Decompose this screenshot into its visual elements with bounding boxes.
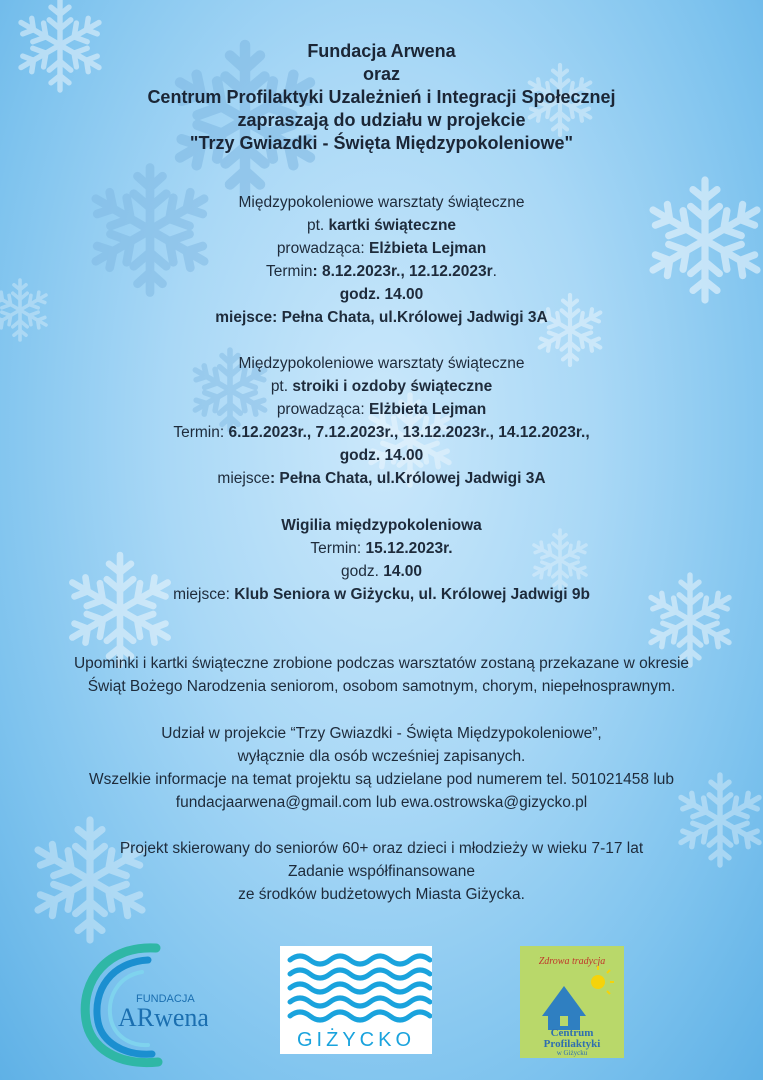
contact-emails: fundacjaarwena@gmail.com lub ewa.ostrowska@gizycko.pl: [175, 794, 588, 811]
centrum-line2: Profilaktyki: [543, 1038, 601, 1050]
workshop-1-place: [0, 306, 763, 329]
label: Termin:: [173, 424, 229, 441]
label: Termin: [266, 263, 313, 280]
workshop-2-title: Międzypokoleniowe warsztaty świąteczne: [238, 355, 525, 372]
vigil: [0, 514, 763, 606]
label: Termin:: [310, 540, 366, 557]
sun-icon: [591, 975, 605, 989]
label: prowadząca:: [276, 401, 370, 418]
text-line: ze środków budżetowych Miasta Giżycka.: [238, 886, 525, 903]
value: godz. 14.00: [339, 447, 424, 464]
header-conjunction: oraz: [362, 64, 400, 84]
text-line: Wszelkie informacje na temat projektu są udzielane pod numerem tel. 501021458 lub: [88, 771, 675, 788]
gifts-paragraph: [0, 652, 763, 698]
text-line: Zadanie współfinansowane: [288, 863, 475, 880]
value: : 8.12.2023r., 12.12.2023r: [312, 263, 493, 280]
value: godz. 14.00: [339, 286, 424, 303]
arwena-logo: [78, 940, 208, 1068]
header-project: "Trzy Gwiazdki - Święta Międzypokoleniowe": [189, 133, 574, 153]
value: Wigilia międzypokoleniowa: [281, 517, 482, 534]
value: 14.00: [383, 563, 423, 580]
workshop-2-lead: [0, 398, 763, 421]
text-line: Upominki i kartki świąteczne zrobione podczas warsztatów zostaną przekazane w okresie: [73, 655, 690, 672]
workshop-2-topic: [0, 375, 763, 398]
target-paragraph: [0, 837, 763, 906]
value: Elżbieta Lejman: [369, 240, 487, 257]
arwena-big-text: ARwena: [118, 1003, 208, 1032]
workshop-1-topic: [0, 214, 763, 237]
centrum-line3: w Giżycku: [556, 1049, 588, 1057]
workshop-1-time: [0, 283, 763, 306]
workshop-1-term: [0, 260, 763, 283]
value: stroiki i ozdoby świąteczne: [292, 378, 493, 395]
workshop-1: [0, 191, 763, 329]
vigil-place: [0, 583, 763, 606]
centrum-line1: Centrum: [550, 1027, 594, 1039]
logos-row: [0, 940, 763, 1070]
arwena-small-text: FUNDACJA: [136, 993, 195, 1005]
value: 6.12.2023r., 7.12.2023r., 13.12.2023r., 14.12.2023r.,: [228, 424, 590, 441]
label: miejsce: [217, 470, 270, 487]
vigil-term: [0, 537, 763, 560]
vigil-time: [0, 560, 763, 583]
text-line: Projekt skierowany do seniorów 60+ oraz dzieci i młodzieży w wieku 7-17 lat: [119, 840, 644, 857]
participation-paragraph: [0, 722, 763, 814]
header-org2: Centrum Profilaktyki Uzależnień i Integracji Społecznej: [147, 87, 616, 107]
value: kartki świąteczne: [328, 217, 457, 234]
value: Elżbieta Lejman: [369, 401, 487, 418]
label: godz.: [340, 563, 384, 580]
workshop-1-title: Międzypokoleniowe warsztaty świąteczne: [238, 194, 525, 211]
label: miejsce:: [173, 586, 235, 603]
gizycko-text: GIŻYCKO: [296, 1029, 416, 1051]
label: pt.: [270, 378, 293, 395]
gizycko-logo: [280, 946, 432, 1054]
text-line: wyłącznie dla osób wcześniej zapisanych.: [237, 748, 526, 765]
header-invite: zapraszają do udziału w projekcie: [237, 110, 526, 130]
label: prowadząca:: [276, 240, 370, 257]
workshop-2-place: [0, 467, 763, 490]
vigil-title: [0, 514, 763, 537]
workshop-1-lead: [0, 237, 763, 260]
house-roof-icon: [542, 986, 586, 1016]
header-org: Fundacja Arwena: [307, 41, 456, 61]
header: [0, 40, 763, 155]
centrum-logo: [520, 946, 624, 1058]
centrum-motto: Zdrowa tradycja: [538, 956, 606, 967]
text-line: Udział w projekcie “Trzy Gwiazdki - Święta Międzypokoleniowe”,: [161, 725, 602, 742]
value: miejsce: Pełna Chata, ul.Królowej Jadwigi 3A: [215, 309, 548, 326]
value: : Pełna Chata, ul.Królowej Jadwigi 3A: [269, 470, 546, 487]
value: Klub Seniora w Giżycku, ul. Królowej Jadwigi 9b: [234, 586, 590, 603]
label: pt.: [306, 217, 329, 234]
value: 15.12.2023r.: [365, 540, 453, 557]
text-line: Świąt Bożego Narodzenia seniorom, osobom samotnym, chorym, niepełnosprawnym.: [87, 678, 676, 695]
workshop-2: [0, 352, 763, 490]
workshop-2-term: [0, 421, 763, 444]
label: .: [492, 263, 497, 280]
workshop-2-time: [0, 444, 763, 467]
